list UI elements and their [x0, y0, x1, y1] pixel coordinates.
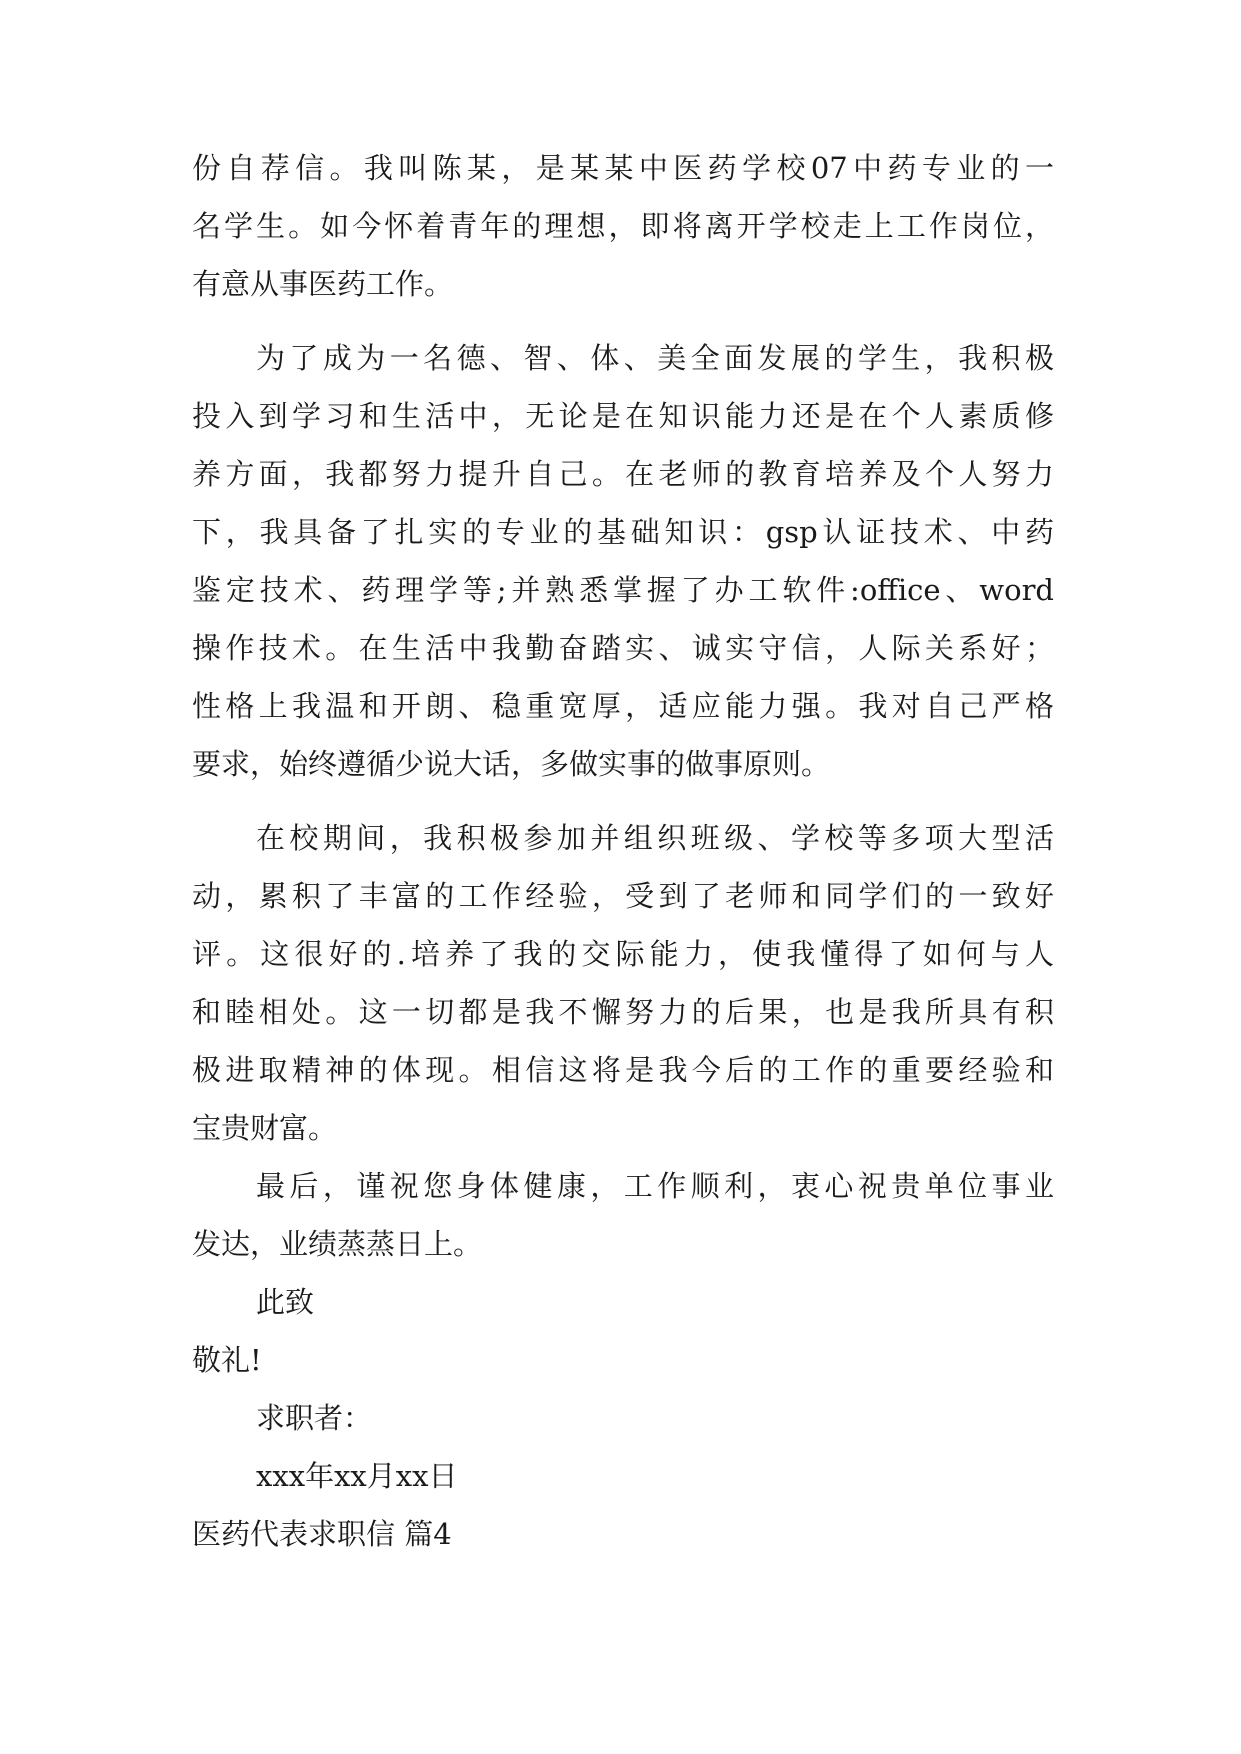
text-line: 和睦相处。这一切都是我不懈努力的后果，也是我所具有积 [192, 995, 1054, 1029]
text-line: 鉴定技术、药理学等;并熟悉掌握了办工软件:office、word [192, 573, 1054, 607]
text-line: 评。这很好的.培养了我的交际能力，使我懂得了如何与人 [192, 937, 1054, 971]
text-line: 下，我具备了扎实的专业的基础知识：gsp认证技术、中药 [192, 515, 1054, 549]
section-heading: 医药代表求职信 篇4 [192, 1517, 452, 1551]
text-line: 宝贵财富。 [192, 1111, 338, 1145]
text-line: 有意从事医药工作。 [192, 267, 454, 301]
signature-date: xxx年xx月xx日 [256, 1459, 458, 1493]
text-line: 操作技术。在生活中我勤奋踏实、诚实守信，人际关系好； [192, 631, 1054, 665]
text-line: 投入到学习和生活中，无论是在知识能力还是在个人素质修 [192, 399, 1054, 433]
text-line: 要求，始终遵循少说大话，多做实事的做事原则。 [192, 747, 831, 781]
text-line: 名学生。如今怀着青年的理想，即将离开学校走上工作岗位， [192, 209, 1054, 243]
text-line: 份自荐信。我叫陈某，是某某中医药学校07中药专业的一 [192, 151, 1054, 185]
text-line: 动，累积了丰富的工作经验，受到了老师和同学们的一致好 [192, 879, 1054, 913]
text-line: 为了成为一名德、智、体、美全面发展的学生，我积极 [256, 341, 1054, 375]
text-line: 极进取精神的体现。相信这将是我今后的工作的重要经验和 [192, 1053, 1054, 1087]
text-line: 性格上我温和开朗、稳重宽厚，适应能力强。我对自己严格 [192, 689, 1054, 723]
signature-label: 求职者： [256, 1401, 373, 1435]
text-line: 养方面，我都努力提升自己。在老师的教育培养及个人努力 [192, 457, 1054, 491]
text-line: 发达，业绩蒸蒸日上。 [192, 1227, 483, 1261]
salutation-line: 敬礼! [192, 1343, 262, 1377]
text-line: 在校期间，我积极参加并组织班级、学校等多项大型活 [256, 821, 1054, 855]
salutation-line: 此致 [256, 1285, 315, 1319]
text-line: 最后，谨祝您身体健康，工作顺利，衷心祝贵单位事业 [256, 1169, 1054, 1203]
